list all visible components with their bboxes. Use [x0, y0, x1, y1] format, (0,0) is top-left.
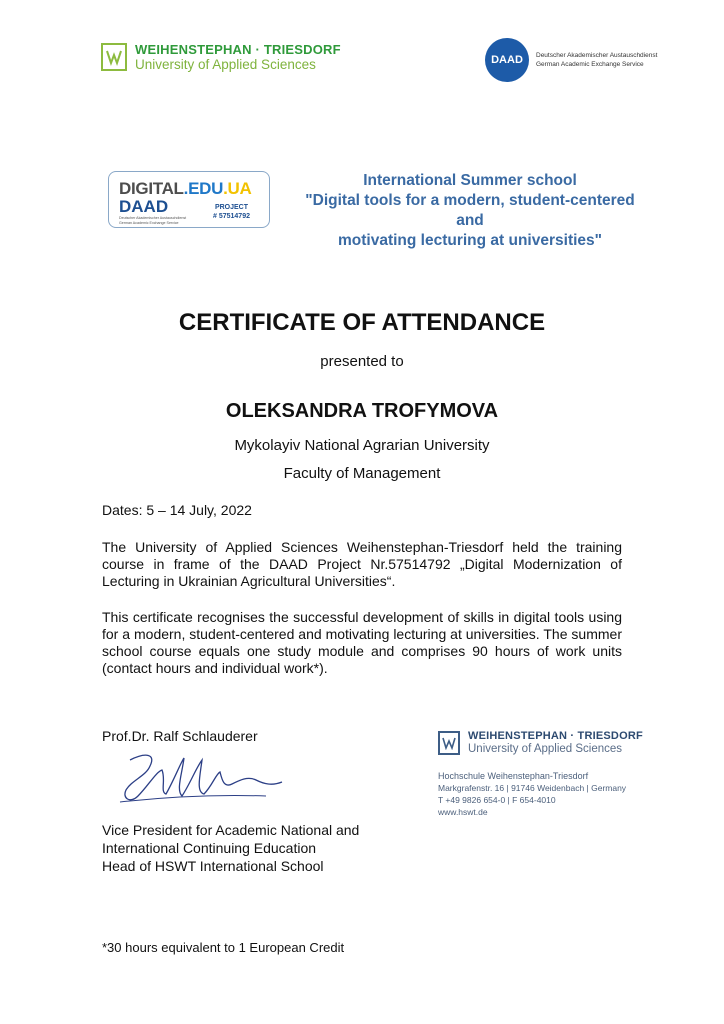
hswt-logo-name: WEIHENSTEPHAN · TRIESDORF [135, 42, 341, 57]
stamp-web: www.hswt.de [438, 807, 488, 817]
recipient-university: Mykolayiv National Agrarian University [234, 437, 490, 454]
school-line-3: motivating lecturing at universities" [337, 232, 602, 249]
course-description: The University of Applied Sciences Weihenstephan-Triesdorf held the training course in frame of the DAAD Project Nr.57514792 „Digital Modernization of Lecturing in Ukrainian Agricultural Universities“. [102, 539, 622, 589]
stamp-institution: Hochschule Weihenstephan-Triesdorf [438, 771, 589, 781]
certificate-recognition: This certificate recognises the successful development of skills in digital tools using for a modern, student-centered and motivating lecturing at universities. The summer school course equals one study module and comprises 90 hours of work units (contact hours and individual work*). [102, 609, 622, 676]
badge-org-name: Deutscher Akademischer Austauschdienst German Academic Exchange Service [119, 216, 187, 225]
stamp-phone: T +49 9826 654-0 | F 654-4010 [438, 795, 556, 805]
certificate-title: CERTIFICATE OF ATTENDANCE [178, 309, 546, 336]
badge-project-number: PROJECT # 57514792 [213, 204, 250, 220]
hswt-stamp-logo-icon [438, 731, 460, 755]
school-line-2: "Digital tools for a modern, student-centered and [305, 192, 635, 229]
recipient-name: OLEKSANDRA TROFYMOVA [225, 400, 499, 422]
project-badge [108, 171, 270, 228]
signer-name: Prof.Dr. Ralf Schlauderer [102, 728, 258, 744]
presented-to: presented to [320, 353, 404, 370]
recipient-faculty: Faculty of Management [283, 465, 441, 482]
hswt-w-logo-icon [101, 43, 127, 71]
daad-logo-line1: Deutscher Akademischer Austauschdienst [536, 52, 658, 59]
daad-logo [485, 38, 657, 82]
course-dates: Dates: 5 – 14 July, 2022 [102, 502, 252, 518]
stamp-name: WEIHENSTEPHAN · TRIESDORF [468, 730, 643, 742]
hswt-logo [101, 42, 341, 72]
stamp-subtitle: University of Applied Sciences [468, 743, 623, 755]
handwritten-signature [116, 750, 286, 810]
badge-digital-wordmark: DIGITAL.EDU.UA [119, 179, 252, 198]
daad-circle-logo-icon: DAAD [485, 38, 529, 82]
institution-stamp [438, 730, 643, 818]
badge-daad-wordmark: DAAD [119, 197, 169, 216]
stamp-address: Markgrafenstr. 16 | 91746 Weidenbach | Germany [438, 783, 627, 793]
footnote: *30 hours equivalent to 1 European Credit [102, 940, 345, 955]
signer-role: Vice President for Academic National and International Continuing Education Head of HSWT International School [102, 822, 360, 874]
summer-school-heading [290, 171, 650, 251]
school-line-1: International Summer school [363, 172, 577, 189]
hswt-logo-subtitle: University of Applied Sciences [135, 57, 316, 72]
daad-logo-line2: German Academic Exchange Service [536, 61, 644, 68]
